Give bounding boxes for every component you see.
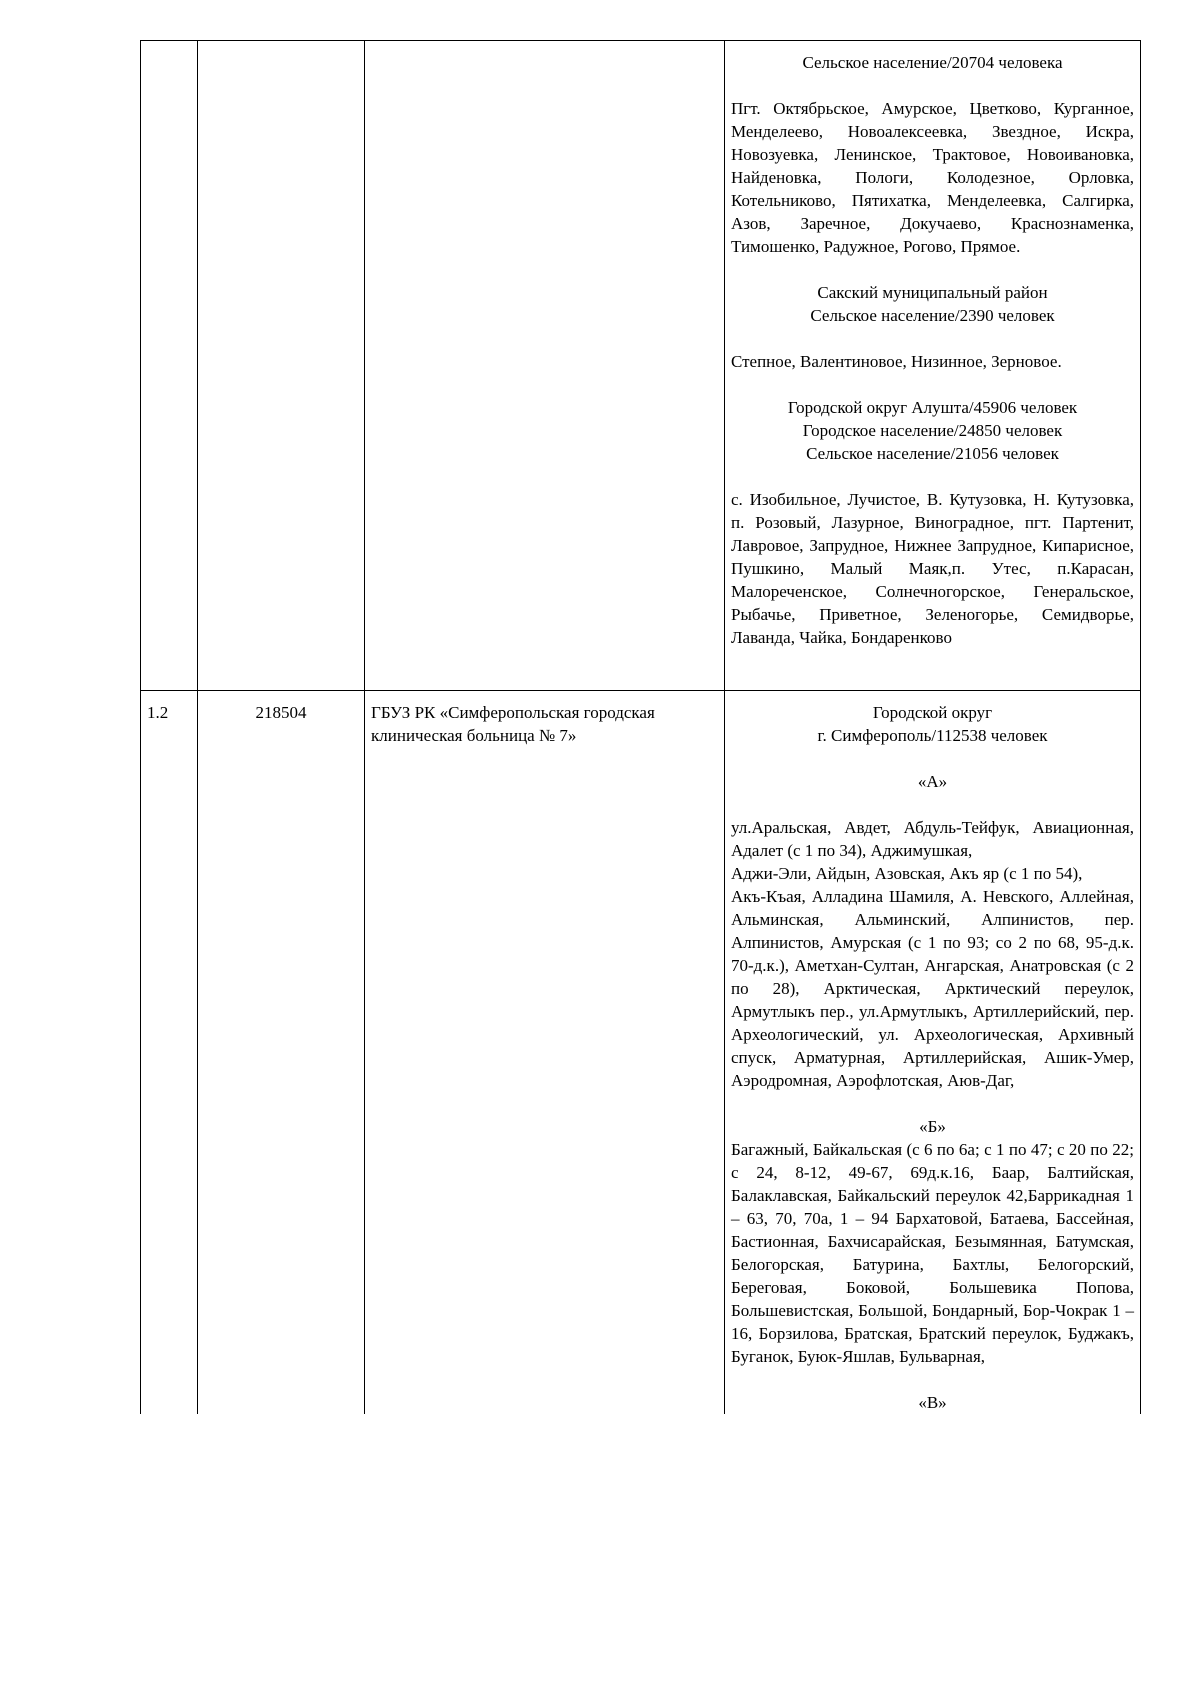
text-line: г. Симферополь/112538 человек: [817, 726, 1048, 745]
text-line: Аджи-Эли, Айдын, Азовская, Акъ яр (с 1 по 54),: [731, 864, 1083, 883]
text-line: Акъ-Къая, Алладина Шамиля, А. Невского, Аллейная, Альминская, Альминский, Алпинистов, пер. Алпинистов, Амурская (с 1 по 93; со 2 по 68, 95-д.к. 70-д.к.), Аметхан-Султан, Ангарская, Анатровская (с 2 по 28), Арктическая, Арктический переулок, Армутлыкъ пер., ул.Армутлыкъ, Артиллерийский, пер. Археологический, ул. Археологическая, Архивный спуск, Арматурная, Артиллерийская, Ашик-Умер, Аэродромная, Аэрофлотская, Аюв-Даг,: [731, 887, 1134, 1090]
service-area-cell: [725, 691, 1141, 1415]
text-line: Сакский муниципальный район: [817, 283, 1048, 302]
population-table: [140, 40, 1141, 1414]
text-line: Пгт. Октябрьское, Амурское, Цветково, Курганное, Менделеево, Новоалексеевка, Звездное, Искра, Новозуевка, Ленинское, Трактовое, Новоивановка, Найденовка, Пологи, Колодезное, Орловка, Котельниково, Пятихатка, Менделеевка, Салгирка, Азов, Заречное, Докучаево, Краснознаменка, Тимошенко, Радужное, Рогово, Прямое.: [731, 99, 1134, 256]
area-heading: [731, 701, 1134, 747]
settlement-list: [731, 816, 1134, 1092]
settlement-list: [731, 350, 1134, 373]
table-row: [141, 41, 1141, 691]
text-line: с. Изобильное, Лучистое, В. Кутузовка, Н. Кутузовка, п. Розовый, Лазурное, Виноградное, пгт. Партенит, Лавровое, Запрудное, Нижнее Запрудное, Кипарисное, Пушкино, Малый Маяк,п. Утес, п.Карасан, Малореченское, Солнечногорское, Генеральское, Рыбачье, Приветное, Зеленогорье, Семидворье, Лаванда, Чайка, Бондаренково: [731, 490, 1134, 647]
org-code-cell: [198, 41, 365, 691]
text-line: Сельское население/21056 человек: [806, 444, 1059, 463]
table-row: [141, 691, 1141, 1415]
area-heading: [731, 281, 1134, 327]
text-line: Сельское население/2390 человек: [810, 306, 1055, 325]
table-body: [141, 41, 1141, 1415]
text-line: Сельское население/20704 человека: [802, 53, 1063, 72]
service-area-cell: [725, 41, 1141, 691]
area-heading: [731, 51, 1134, 74]
area-heading: [731, 396, 1134, 465]
row-number-cell: [141, 41, 198, 691]
text-line: «А»: [917, 772, 948, 791]
row-number-cell: 1.2: [141, 691, 198, 1415]
text-line: Степное, Валентиновое, Низинное, Зерновое.: [731, 352, 1062, 371]
text-line: Городской округ Алушта/45906 человек: [787, 398, 1078, 417]
settlement-list: [731, 97, 1134, 258]
text-line: Городское население/24850 человек: [802, 421, 1063, 440]
settlement-list: [731, 1138, 1134, 1368]
text-line: «В»: [918, 1393, 947, 1412]
org-code-cell: 218504: [198, 691, 365, 1415]
text-line: Городской округ: [872, 703, 993, 722]
area-heading: [731, 1391, 1134, 1414]
text-line: «Б»: [919, 1117, 946, 1136]
settlement-list: [731, 488, 1134, 649]
area-heading: [731, 1115, 1134, 1138]
organization-name-cell: [365, 41, 725, 691]
organization-name-cell: ГБУЗ РК «Симферопольская городская клиническая больница № 7»: [365, 691, 725, 1415]
text-line: ул.Аральская, Авдет, Абдуль-Тейфук, Авиационная, Адалет (с 1 по 34), Аджимушкая,: [731, 818, 1134, 860]
text-line: Багажный, Байкальская (с 6 по 6а; с 1 по 47; с 20 по 22; с 24, 8-12, 49-67, 69д.к.16, Баар, Балтийская, Балаклавская, Байкальский переулок 42,Баррикадная 1 – 63, 70, 70а, 1 – 94 Бархатовой, Батаева, Бассейная, Бастионная, Бахчисарайская, Безымянная, Батумская, Белогорская, Батурина, Бахтлы, Белогорский, Береговая, Боковой, Большевика Попова, Большевистская, Большой, Бондарный, Бор-Чокрак 1 – 16, Борзилова, Братская, Братский переулок, Буджакъ, Буганок, Буюк-Яшлав, Бульварная,: [731, 1140, 1134, 1366]
area-heading: [731, 770, 1134, 793]
